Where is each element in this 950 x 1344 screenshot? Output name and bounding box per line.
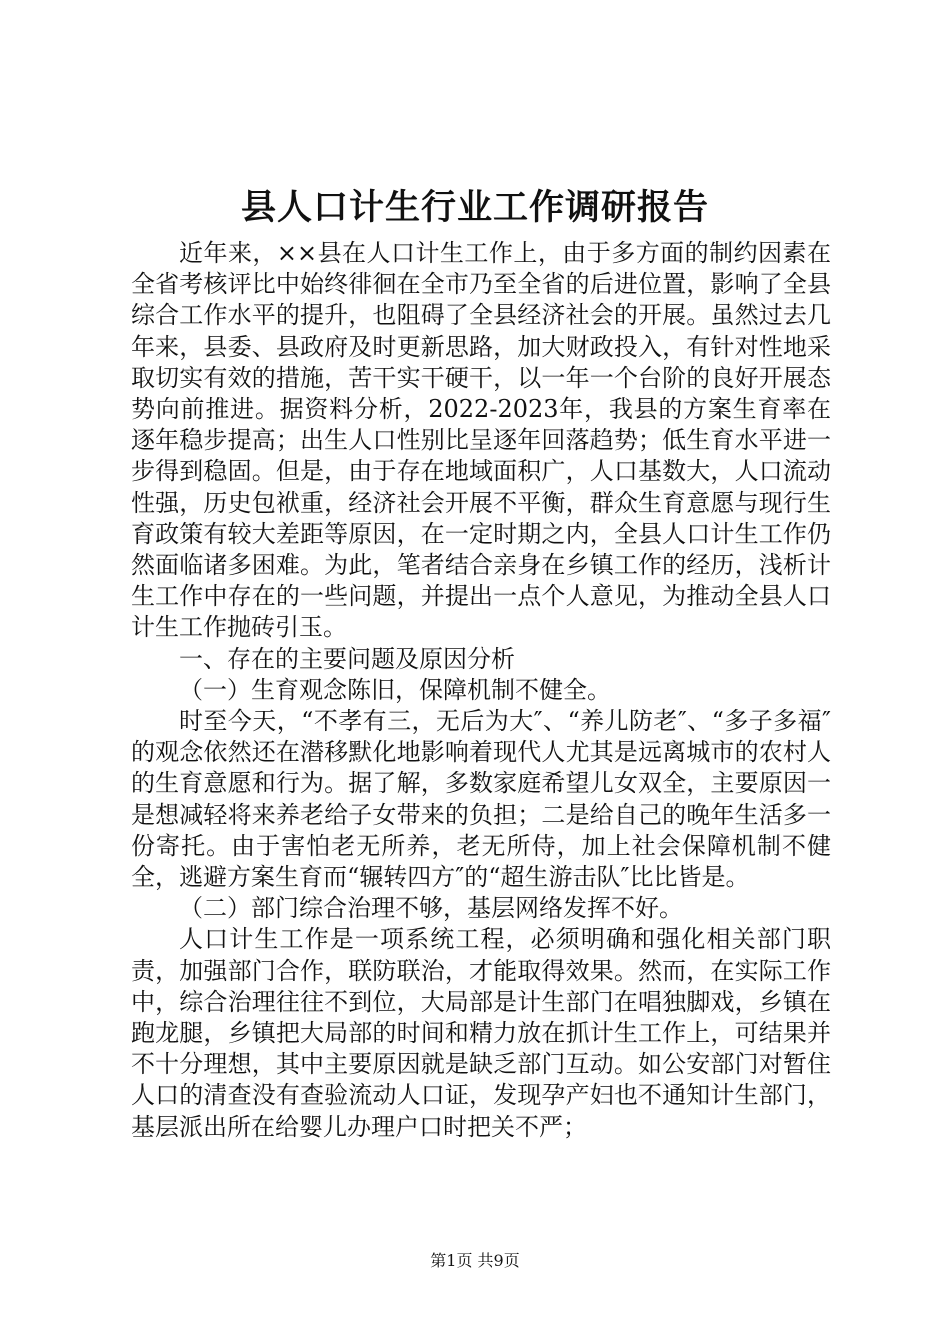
document-body xyxy=(131,238,831,1143)
paragraph-intro: 近年来，××县在人口计生工作上，由于多方面的制约因素在全省考核评比中始终徘徊在全市乃至全省的后进位置，影响了全县综合工作水平的提升，也阻碍了全县经济社会的开展。虽然过去几年来，县委、县政府及时更新思路，加大财政投入，有针对性地采取切实有效的措施，苦干实干硬干，以一年一个台阶的良好开展态势向前推进。据资料分析，2022-2023年，我县的方案生育率在逐年稳步提高；出生人口性别比呈逐年回落趋势；低生育水平进一步得到稳固。但是，由于存在地域面积广，人口基数大，人口流动性强，历史包袱重，经济社会开展不平衡，群众生育意愿与现行生育政策有较大差距等原因，在一定时期之内，全县人口计生工作仍然面临诸多困难。为此，笔者结合亲身在乡镇工作的经历，浅析计生工作中存在的一些问题，并提出一点个人意见，为推动全县人口计生工作抛砖引玉。 xyxy=(131,239,831,642)
page-footer: 第1页 共9页 xyxy=(430,1251,520,1270)
subsection-heading-2: （二）部门综合治理不够，基层网络发挥不好。 xyxy=(179,894,683,923)
paragraph-birth-concepts: 时至今天，“不孝有三，无后为大″、“养儿防老″、“多子多福″的观念依然还在潜移默化地影响着现代人尤其是远离城市的农村人的生育意愿和行为。据了解，多数家庭希望儿女双全，主要原因一是想减轻将来养老给子女带来的负担；二是给自己的晚年生活多一份寄托。由于害怕老无所养，老无所侍，加上社会保障机制不健全，逃避方案生育而“辗转四方″的“超生游击队″比比皆是。 xyxy=(131,707,831,892)
subsection-heading-1: （一）生育观念陈旧，保障机制不健全。 xyxy=(179,675,611,704)
paragraph-department-governance: 人口计生工作是一项系统工程，必须明确和强化相关部门职责，加强部门合作，联防联治，才能取得效果。然而，在实际工作中，综合治理往往不到位，大局部是计生部门在唱独脚戏，乡镇在跑龙腿，乡镇把大局部的时间和精力放在抓计生工作上，可结果并不十分理想，其中主要原因就是缺乏部门互动。如公安部门对暂住人口的清查没有查验流动人口证，发现孕产妇也不通知计生部门，基层派出所在给婴儿办理户口时把关不严； xyxy=(131,925,831,1141)
section-heading-1: 一、存在的主要问题及原因分析 xyxy=(179,644,515,673)
document-title: 县人口计生行业工作调研报告 xyxy=(240,187,709,228)
